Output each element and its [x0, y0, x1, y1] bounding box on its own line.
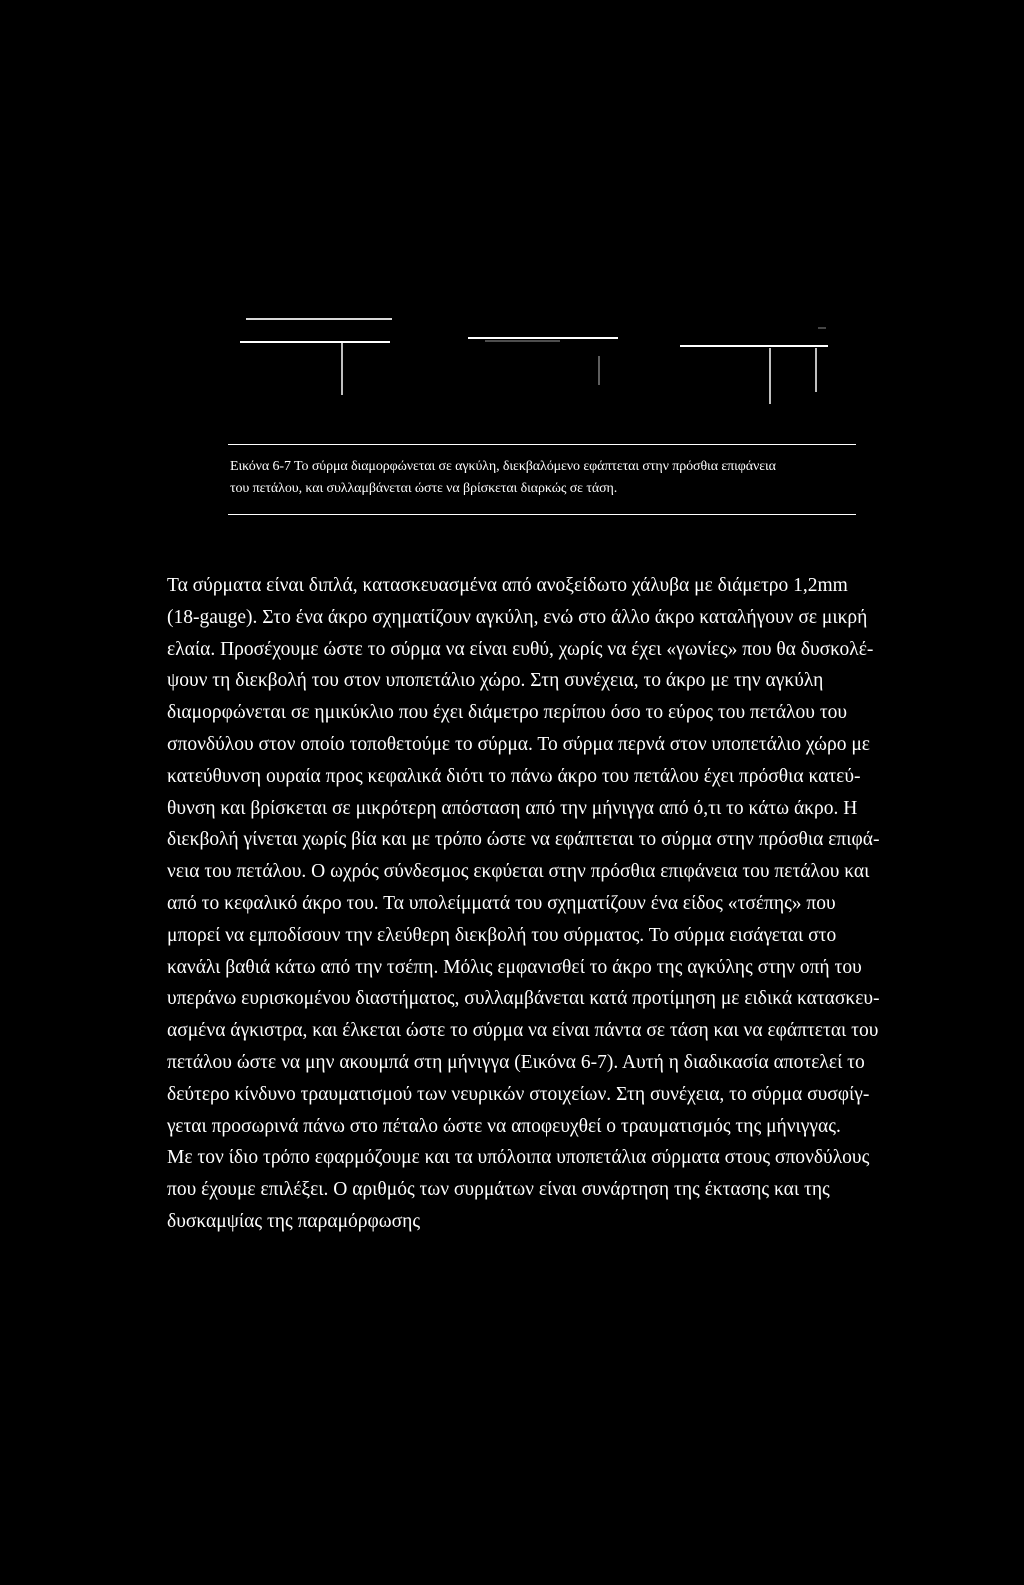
text-line: από το κεφαλικό άκρο του. Τα υπολείμματά του σχηματίζουν ένα είδος «τσέπης» που — [167, 892, 836, 914]
caption-top-rule — [228, 444, 856, 445]
text-line: ασμένα άγκιστρα, και έλκεται ώστε το σύρμα να είναι πάντα σε τάση και να εφάπτεται του — [167, 1020, 879, 1042]
text-line: που έχουμε επιλέξει. Ο αριθμός των συρμάτων είναι συνάρτηση της έκτασης και της — [167, 1179, 830, 1201]
text-line: υπεράνω ευρισκομένου διαστήματος, συλλαμβάνεται κατά προτίμηση με ειδικά κατασκευ- — [167, 988, 880, 1010]
caption-line: του πετάλου, και συλλαμβάνεται ώστε να βρίσκεται διαρκώς σε τάση. — [230, 481, 618, 496]
wire-figure-lines — [0, 300, 1024, 420]
text-line: κατεύθυνση ουραία προς κεφαλικά διότι το πάνω άκρο του πετάλου έχει πρόσθια κατεύ- — [167, 765, 861, 787]
text-line: μπορεί να εμποδίσουν την ελεύθερη διεκβολή του σύρματος. Το σύρμα εισάγεται στο — [167, 924, 837, 946]
text-line: γεται προσωρινά πάνω στο πέταλο ώστε να αποφευχθεί ο τραυματισμός της μήνιγγας. — [167, 1115, 841, 1137]
figure-image — [0, 300, 1024, 420]
text-line: ελαία. Προσέχουμε ώστε το σύρμα να είναι ευθύ, χωρίς να έχει «γωνίες» που θα δυσκολέ- — [167, 638, 874, 660]
text-line: Τα σύρματα είναι διπλά, κατασκευασμένα από ανοξείδωτο χάλυβα με διάμετρο 1,2mm — [167, 575, 848, 596]
body-paragraph — [167, 570, 967, 1238]
text-line: δυσκαμψίας της παραμόρφωσης — [167, 1210, 421, 1232]
text-line: κανάλι βαθιά κάτω από την τσέπη. Μόλις εμφανισθεί το άκρο της αγκύλης στην οπή του — [167, 956, 862, 978]
text-line: ψουν τη διεκβολή του στον υποπετάλιο χώρο. Στη συνέχεια, το άκρο με την αγκύλη — [167, 670, 824, 692]
text-line: πετάλου ώστε να μην ακουμπά στη μήνιγγα (Εικόνα 6-7). Αυτή η διαδικασία αποτελεί το — [167, 1051, 865, 1073]
text-line: νεια του πετάλου. Ο ωχρός σύνδεσμος εκφύεται στην πρόσθια επιφάνεια του πετάλου και — [167, 861, 870, 883]
text-line: Με τον ίδιο τρόπο εφαρμόζουμε και τα υπόλοιπα υποπετάλια σύρματα στους σπονδύλους — [167, 1147, 870, 1169]
caption-line: Εικόνα 6-7 Το σύρμα διαμορφώνεται σε αγκύλη, διεκβαλόμενο εφάπτεται στην πρόσθια επιφάνεια — [230, 459, 776, 474]
figure-caption — [230, 456, 870, 500]
text-line: διεκβολή γίνεται χωρίς βία και με τρόπο ώστε να εφάπτεται το σύρμα στην πρόσθια επιφά- — [167, 829, 880, 851]
caption-bottom-rule — [228, 514, 856, 515]
text-line: δεύτερο κίνδυνο τραυματισμού των νευρικών στοιχείων. Στη συνέχεια, το σύρμα συσφίγ- — [167, 1083, 870, 1105]
text-line: διαμορφώνεται σε ημικύκλιο που έχει διάμετρο περίπου όσο το εύρος του πετάλου του — [167, 702, 848, 724]
text-line: (18-gauge). Στο ένα άκρο σχηματίζουν αγκύλη, ενώ στο άλλο άκρο καταλήγουν σε μικρή — [167, 606, 868, 628]
text-line: θυνση και βρίσκεται σε μικρότερη απόσταση από την μήνιγγα από ό,τι το κάτω άκρο. Η — [167, 797, 858, 819]
text-line: σπονδύλου στον οποίο τοποθετούμε το σύρμα. Το σύρμα περνά στον υποπετάλιο χώρο με — [167, 733, 870, 755]
